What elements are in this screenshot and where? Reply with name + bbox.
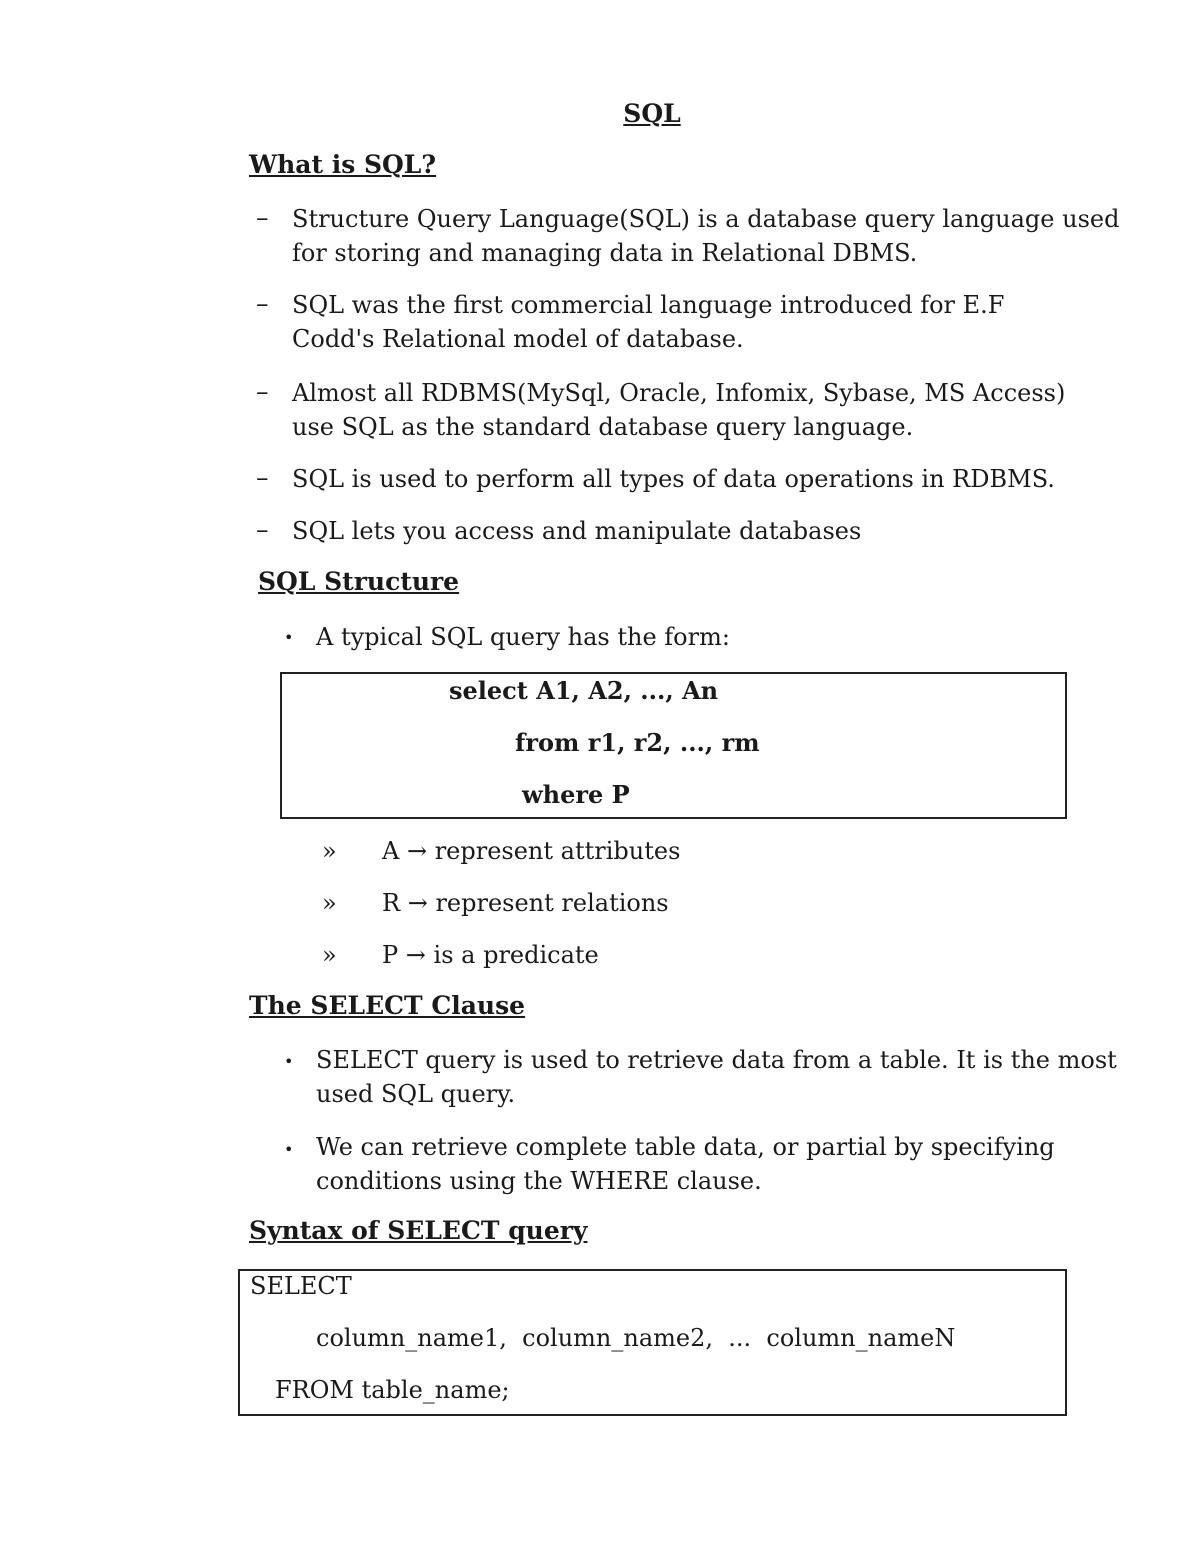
section-heading-what-is-sql: What is SQL? bbox=[249, 150, 437, 179]
dash-bullet: – bbox=[256, 377, 269, 406]
list-item-line: SQL is used to perform all types of data operations in RDBMS. bbox=[292, 465, 1055, 493]
list-item bbox=[292, 288, 1004, 356]
section-heading-select-syntax: Syntax of SELECT query bbox=[249, 1216, 588, 1245]
list-item bbox=[316, 1043, 1117, 1111]
query-line-select: select A1, A2, ..., An bbox=[449, 676, 719, 705]
list-item-line: We can retrieve complete table data, or partial by specifying bbox=[316, 1133, 1055, 1161]
query-line-where: where P bbox=[522, 780, 630, 809]
raquo-marker: » bbox=[322, 941, 337, 969]
list-item-line: SQL lets you access and manipulate databases bbox=[292, 517, 862, 545]
legend-item-relations: R → represent relations bbox=[382, 889, 669, 917]
list-item-line: Almost all RDBMS(MySql, Oracle, Infomix, Sybase, MS Access) bbox=[292, 379, 1066, 407]
syntax-line-columns: column_name1, column_name2, ... column_nameN bbox=[316, 1324, 956, 1352]
bullet-dot: • bbox=[284, 1140, 294, 1159]
list-item-line: for storing and managing data in Relational DBMS. bbox=[292, 239, 918, 267]
list-item bbox=[292, 376, 1065, 444]
list-item bbox=[316, 1130, 1055, 1198]
list-item-line: SELECT query is used to retrieve data from a table. It is the most bbox=[316, 1046, 1117, 1074]
syntax-line-select: SELECT bbox=[250, 1272, 352, 1300]
page-title: SQL bbox=[623, 99, 681, 128]
dash-bullet: – bbox=[256, 463, 269, 492]
dash-bullet: – bbox=[256, 515, 269, 544]
section-heading-sql-structure: SQL Structure bbox=[258, 567, 460, 596]
query-line-from: from r1, r2, ..., rm bbox=[515, 728, 760, 757]
raquo-marker: » bbox=[322, 837, 337, 865]
syntax-line-from: FROM table_name; bbox=[275, 1376, 510, 1404]
list-item bbox=[292, 462, 1055, 496]
list-item-line: Codd's Relational model of database. bbox=[292, 325, 744, 353]
list-item-line: conditions using the WHERE clause. bbox=[316, 1167, 762, 1195]
list-item bbox=[292, 202, 1119, 270]
legend-item-attributes: A → represent attributes bbox=[382, 837, 681, 865]
list-item-line: use SQL as the standard database query language. bbox=[292, 413, 914, 441]
list-item bbox=[292, 514, 861, 548]
dash-bullet: – bbox=[256, 203, 269, 232]
bullet-dot: • bbox=[284, 1052, 294, 1071]
raquo-marker: » bbox=[322, 889, 337, 917]
bullet-dot: • bbox=[284, 628, 294, 647]
list-item-line: used SQL query. bbox=[316, 1080, 516, 1108]
list-item-line: SQL was the first commercial language introduced for E.F bbox=[292, 291, 1005, 319]
query-intro: A typical SQL query has the form: bbox=[316, 623, 730, 651]
section-heading-select-clause: The SELECT Clause bbox=[249, 991, 526, 1020]
list-item-line: Structure Query Language(SQL) is a database query language used bbox=[292, 205, 1120, 233]
dash-bullet: – bbox=[256, 289, 269, 318]
legend-item-predicate: P → is a predicate bbox=[382, 941, 599, 969]
